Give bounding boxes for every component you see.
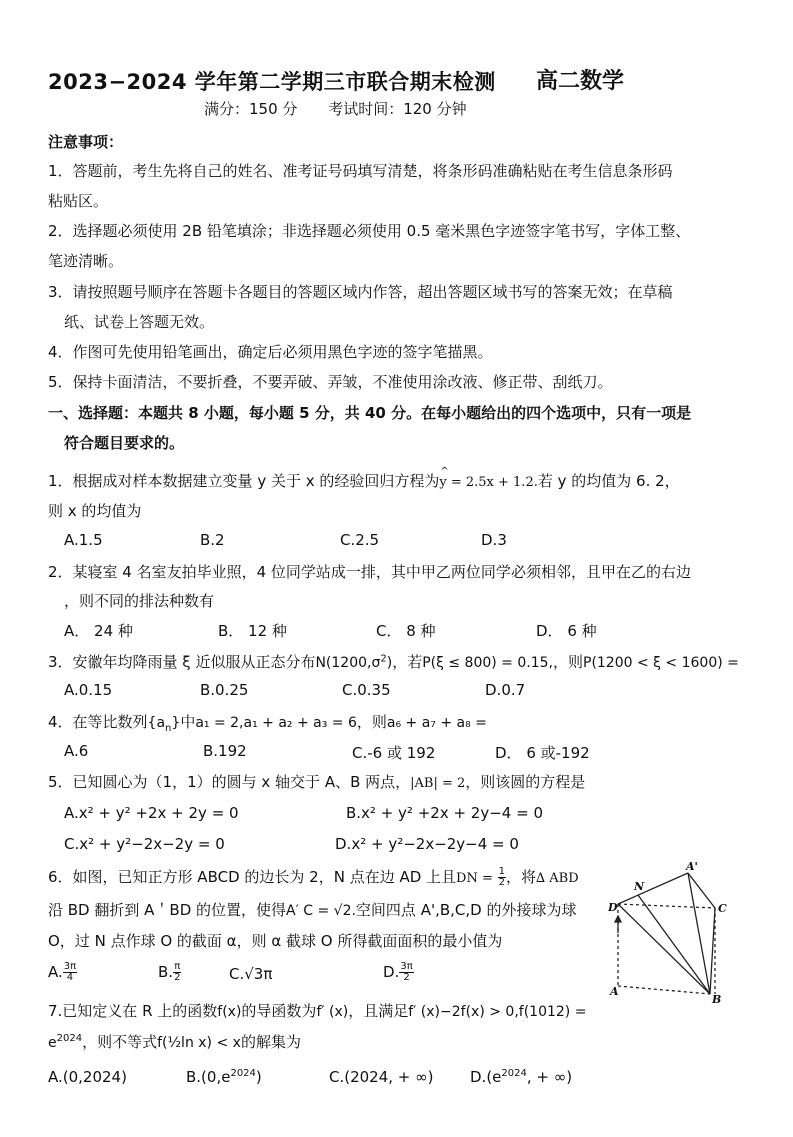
q2-option-c: C． 8 种 <box>376 622 436 640</box>
q3-dist: N(1200,σ <box>315 655 381 671</box>
edge-dc <box>618 904 715 908</box>
notice-line: 粘贴区。 <box>48 192 109 210</box>
q7-e-sup: 2024 <box>56 1033 83 1044</box>
question-7-line2 <box>48 1031 301 1052</box>
question-6-line2 <box>48 899 576 920</box>
q2-option-d: D． 6 种 <box>536 622 597 640</box>
edge-ab <box>618 986 710 994</box>
q1-text-c: 则 x 的均值为 <box>48 502 142 520</box>
q6-opt-b-label: B. <box>158 963 174 981</box>
q1-option-a: A.1.5 <box>64 531 103 549</box>
q7-text-c: ，且满足 <box>348 1002 409 1020</box>
label-a: A <box>610 985 619 998</box>
q5-option-b: B.x² + y² +2x + 2y−4 = 0 <box>346 804 543 822</box>
question-2: 2．某寝室 4 名室友拍毕业照，4 位同学站成一排，其中甲乙两位同学必须相邻，且甲在乙的右边 <box>48 563 691 581</box>
edge-cb <box>710 908 715 994</box>
q3-option-d: D.0.7 <box>485 681 526 699</box>
q7-opt-b: B.(0,e <box>186 1068 231 1086</box>
q6-option-b <box>158 962 181 983</box>
question-7 <box>48 1000 586 1021</box>
q7-line2-b: ，则不等式 <box>82 1033 158 1051</box>
edge-a-prime-c <box>688 873 715 908</box>
label-n: N <box>634 880 645 893</box>
q3-text-b: ，若 <box>392 653 423 671</box>
q6-frac-den: 2 <box>498 877 506 888</box>
q6-opt-d-num: 3π <box>400 961 413 972</box>
arrow-head <box>615 916 621 922</box>
q6-opt-d-den: 2 <box>403 972 410 983</box>
q5-ab: |AB| = 2 <box>410 776 466 791</box>
q7-opt-d-sup: 2024 <box>501 1068 527 1079</box>
q3-text: 3．安徽年均降雨量 ξ 近似服从正态分布 <box>48 653 316 671</box>
q4-option-c: C.-6 或 192 <box>352 744 436 762</box>
q6-opt-d-label: D. <box>383 963 400 981</box>
exam-title: 2023−2024 学年第二学期三市联合期末检测 <box>48 70 496 94</box>
q4-option-b: B.192 <box>203 742 247 760</box>
q7-option-c: C.(2024, + ∞) <box>329 1068 434 1086</box>
q6-line2-b: 空间四点 A',B,C,D 的外接球为球 <box>355 901 577 919</box>
q5-text-b: ，则该圆的方程是 <box>465 773 586 791</box>
q4-text: 4．在等比数列 <box>48 713 148 731</box>
q6-opt-b-num: π <box>174 961 181 972</box>
q6-opt-a-den: 4 <box>66 972 74 983</box>
question-4 <box>48 711 487 734</box>
notice-line: 纸、试卷上答题无效。 <box>64 313 215 331</box>
q4-text-b: 中 <box>180 713 196 731</box>
q7-opt-b-sup: 2024 <box>230 1068 256 1079</box>
q4-ask: a₆ + a₇ + a₈ = <box>386 715 487 731</box>
q2-option-a: A． 24 种 <box>64 622 133 640</box>
q7-option-b <box>186 1068 262 1086</box>
q6-opt-b-frac <box>173 962 181 983</box>
q4-condition: a₁ = 2,a₁ + a₂ + a₃ = 6 <box>195 715 357 731</box>
exam-meta <box>204 98 493 119</box>
q4-option-a: A.6 <box>64 742 89 760</box>
q7-line2-c: 的解集为 <box>240 1033 301 1051</box>
q1-option-d: D.3 <box>481 531 507 549</box>
q3-option-a: A.0.15 <box>64 681 113 699</box>
q7-opt-b-end: ) <box>255 1068 262 1086</box>
q7-opt-d-end: , + ∞) <box>526 1068 573 1086</box>
notice-line: 4．作图可先使用铅笔画出，确定后必须用黑色字迹的签字笔描黑。 <box>48 343 493 361</box>
q6-opt-a-num: 3π <box>63 961 77 972</box>
q3-text-c: ，则 <box>552 653 583 671</box>
q1-option-c: C.2.5 <box>340 531 380 549</box>
q4-seq-end: } <box>171 715 181 731</box>
q5-text: 5．已知圆心为（1，1）的圆与 x 轴交于 A、B 两点， <box>48 773 411 791</box>
q6-opt-d-frac <box>399 962 413 983</box>
q7-option-a: A.(0,2024) <box>48 1068 127 1086</box>
notice-line: 2．选择题必须使用 2B 铅笔填涂；非选择题必须使用 0.5 毫米黑色字迹签字笔书写，字体工整、 <box>48 222 691 240</box>
q6-option-a <box>48 962 77 983</box>
notice-line: 笔迹清晰。 <box>48 252 124 270</box>
exam-time: 考试时间：120 分钟 <box>328 100 467 118</box>
q4-option-d: D． 6 或-192 <box>495 744 590 762</box>
q6-option-c: C.√3π <box>229 965 273 983</box>
q3-distribution <box>315 655 392 671</box>
q5-option-d: D.x² + y²−2x−2y−4 = 0 <box>335 835 519 853</box>
q4-seq <box>147 715 181 734</box>
exam-subject: 高二数学 <box>536 69 625 94</box>
q5-option-a: A.x² + y² +2x + 2y = 0 <box>64 804 239 822</box>
q6-geometry-figure <box>608 858 748 1008</box>
q7-text-b: 的导函数为 <box>241 1002 317 1020</box>
q1-option-b: B.2 <box>200 531 225 549</box>
q7-inequality: f(½ln x) < x <box>157 1035 241 1051</box>
q6-text-b: ，将 <box>506 868 537 886</box>
q3-option-c: C.0.35 <box>342 681 391 699</box>
q6-ac: A′ C = √2. <box>286 903 356 919</box>
q7-fpx: f′ (x) <box>316 1004 349 1020</box>
q3-ask: P(1200 < ξ < 1600) = <box>583 655 739 671</box>
q1-text: 1．根据成对样本数据建立变量 y 关于 x 的经验回归方程为 <box>48 472 440 490</box>
q5-option-c: C.x² + y²−2x−2y = 0 <box>64 835 225 853</box>
q2-option-b: B． 12 种 <box>218 622 287 640</box>
q1-formula: ^ y = 2.5x + 1.2. <box>439 475 537 490</box>
question-3 <box>48 651 739 672</box>
notice-line: 5．保持卡面清洁，不要折叠，不要弄破、弄皱，不准使用涂改液、修正带、刮纸刀。 <box>48 373 613 391</box>
q6-text: 6．如图，已知正方形 ABCD 的边长为 2，N 点在边 AD 上且 <box>48 868 457 886</box>
q4-seq-sub: n <box>165 722 172 734</box>
q6-option-d <box>383 962 414 983</box>
section-heading-cont: 符合题目要求的。 <box>64 434 185 452</box>
q7-e: e <box>48 1035 57 1051</box>
notice-line: 3．请按照题号顺序在答题卡各题目的答题区域内作答，超出答题区域书写的答案无效；在草稿 <box>48 283 673 301</box>
q3-dist-sup: 2 <box>380 653 387 665</box>
full-score: 满分：150 分 <box>204 100 298 118</box>
q7-fx: f(x) <box>217 1004 242 1020</box>
q6-line2-a: 沿 BD 翻折到 A＇BD 的位置，使得 <box>48 901 287 919</box>
q6-frac-num: 1 <box>498 866 506 877</box>
notice-heading: 注意事项： <box>48 133 124 151</box>
question-2-cont: ，则不同的排法种数有 <box>64 592 215 610</box>
q6-opt-a-frac <box>63 962 77 983</box>
q7-opt-d: D.(e <box>470 1068 502 1086</box>
question-6 <box>48 866 579 888</box>
q3-option-b: B.0.25 <box>200 681 249 699</box>
q6-triangle: ∆ ABD <box>536 871 579 886</box>
q6-opt-b-den: 2 <box>174 972 181 983</box>
q1-text-b: 若 y 的均值为 6. 2， <box>537 472 680 490</box>
question-1 <box>48 470 680 491</box>
q7-option-d <box>470 1068 572 1086</box>
q3-dist-end: ) <box>386 655 393 671</box>
label-a-prime: A' <box>686 860 698 873</box>
q7-condition: f′ (x)−2f(x) > 0,f(1012) = <box>408 1004 587 1020</box>
q6-opt-a-label: A. <box>48 963 63 981</box>
q4-text-c: ，则 <box>356 713 387 731</box>
label-c: C <box>718 902 727 915</box>
question-5 <box>48 771 585 792</box>
question-6-line3: O，过 N 点作球 O 的截面 α，则 α 截球 O 所得截面面积的最小值为 <box>48 932 503 950</box>
edge-da-prime <box>618 873 688 904</box>
edge-nb <box>638 895 710 994</box>
q7-text: 7.已知定义在 R 上的函数 <box>48 1002 218 1020</box>
section-heading: 一、选择题：本题共 8 小题，每小题 5 分，共 40 分。在每小题给出的四个选项中，只有一项是 <box>48 404 692 422</box>
q3-condition: P(ξ ≤ 800) = 0.15, <box>422 655 553 671</box>
label-d: D <box>608 901 618 914</box>
q6-dn: DN = <box>456 871 493 886</box>
label-b: B <box>712 993 722 1006</box>
q6-fraction <box>498 867 506 888</box>
q4-seq-a: {a <box>147 715 166 731</box>
notice-line: 1．答题前，考生先将自己的姓名、准考证号码填写清楚，将条形码准确粘贴在考生信息条形码 <box>48 162 673 180</box>
